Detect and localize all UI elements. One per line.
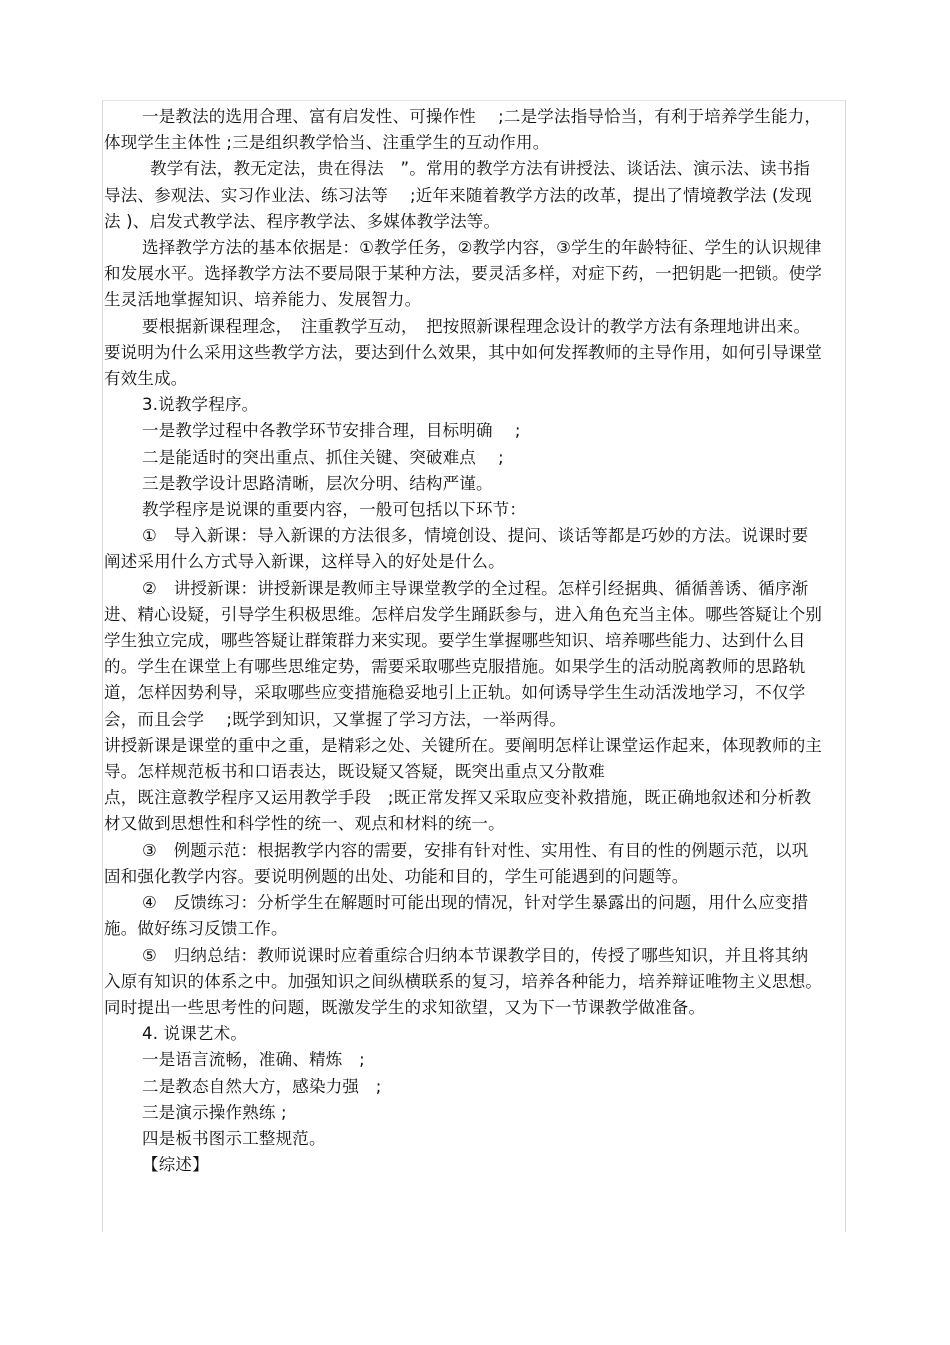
section-heading: 【综述】 <box>142 1155 209 1175</box>
document-body <box>104 104 824 1178</box>
paragraph: 一是教学过程中各教学环节安排合理，目标明确 ; <box>142 421 521 441</box>
paragraph: ① 导入新课：导入新课的方法很多，情境创设、提问、谈话等都是巧妙的方法。说课时要阐述采用什么方式导入新课，这样导入的好处是什么。 <box>104 526 809 572</box>
paragraph: 教学程序是说课的重要内容，一般可包括以下环节： <box>142 500 527 520</box>
paragraph: 一是语言流畅，准确、精炼 ; <box>142 1050 365 1070</box>
section-heading: 4. 说课艺术。 <box>142 1024 248 1044</box>
paragraph: 三是教学设计思路清晰，层次分明、结构严谨。 <box>142 473 493 493</box>
paragraph: 四是板书图示工整规范。 <box>142 1128 326 1148</box>
paragraph: ⑤ 归纳总结：教师说课时应着重综合归纳本节课教学目的，传授了哪些知识，并且将其纳入原有知识的体系之中。加强知识之间纵横联系的复习，培养各种能力，培养辩证唯物主义思想。同时提出一些思考性的问题，既激发学生的求知欲望，又为下一节课教学做准备。 <box>104 945 823 1017</box>
paragraph: ② 讲授新课：讲授新课是教师主导课堂教学的全过程。怎样引经据典、循循善诱、循序渐进、精心设疑，引导学生积极思维。怎样启发学生踊跃参与，进入角色充当主体。哪些答疑让个别学生独立完成，哪些答疑让群策群力来实现。要学生掌握哪些知识、培养哪些能力、达到什么目的。学生在课堂上有哪些思维定势，需要采取哪些克服措施。如果学生的活动脱离教师的思路轨道，怎样因势利导，采取哪些应变措施稳妥地引上正轨。如何诱导学生生动活泼地学习，不仅学会，而且会学 ;既学到知识，又掌握了学习方法，一举两得。 <box>104 578 823 729</box>
section-heading: 3.说教学程序。 <box>142 395 259 415</box>
paragraph: 点，既注意教学程序又运用教学手段 ;既正常发挥又采取应变补救措施，既正确地叙述和分析教材又做到思想性和科学性的统一、观点和材料的统一。 <box>104 788 812 834</box>
paragraph: 二是教态自然大方，感染力强 ; <box>142 1076 382 1096</box>
paragraph: 二是能适时的突出重点、抓住关键、突破难点 ; <box>142 447 504 467</box>
paragraph: 一是教法的选用合理、富有启发性、可操作性 ;二是学法指导恰当，有利于培养学生能力，体现学生主体性 ;三是组织教学恰当、注重学生的互动作用。 <box>104 107 822 153</box>
paragraph: 讲授新课是课堂的重中之重，是精彩之处、关键所在。要阐明怎样让课堂运作起来，体现教师的主导。怎样规范板书和口语表达，既设疑又答疑，既突出重点又分散难 <box>104 735 823 782</box>
paragraph: 三是演示操作熟练 ; <box>142 1102 287 1122</box>
paragraph: 要根据新课程理念， 注重教学互动， 把按照新课程理念设计的教学方法有条理地讲出来。要说明为什么采用这些教学方法，要达到什么效果，其中如何发挥教师的主导作用，如何引导课堂有效生成。 <box>104 316 823 389</box>
paragraph: ④ 反馈练习：分析学生在解题时可能出现的情况，针对学生暴露出的问题，用什么应变措施。做好练习反馈工作。 <box>104 893 809 939</box>
paragraph: ③ 例题示范：根据教学内容的需要，安排有针对性、实用性、有目的性的例题示范，以巩固和强化教学内容。要说明例题的出处、功能和目的，学生可能遇到的问题等。 <box>104 840 809 886</box>
paragraph: 选择教学方法的基本依据是：①教学任务，②教学内容，③学生的年龄特征、学生的认识规律和发展水平。选择教学方法不要局限于某种方法，要灵活多样，对症下药，一把钥匙一把锁。使学生灵活地掌握知识、培养能力、发展智力。 <box>104 238 823 310</box>
paragraph: 教学有法，教无定法，贵在得法 ”。常用的教学方法有讲授法、谈话法、演示法、读书指导法、参观法、实习作业法、练习法等 ;近年来随着教学方法的改革，提出了情境教学法 (发现法 )、启发式教学法、程序教学法、多媒体教学法等。 <box>104 159 812 231</box>
